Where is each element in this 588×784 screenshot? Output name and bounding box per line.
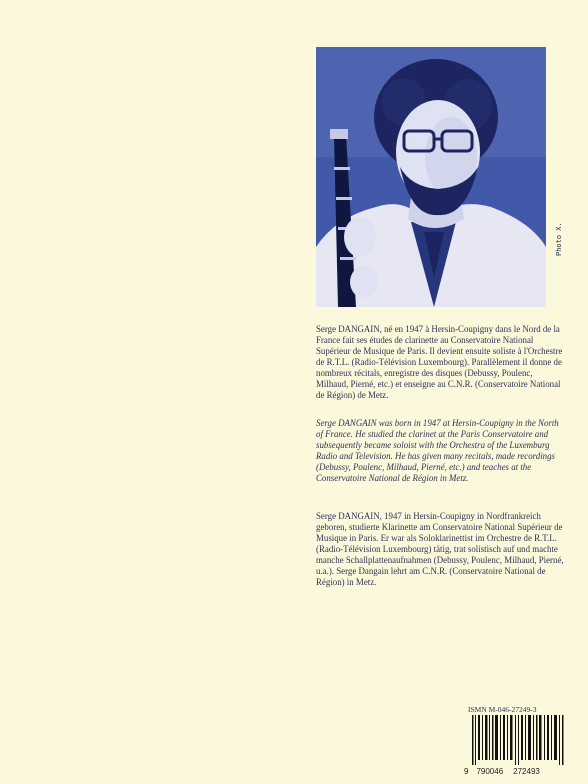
biography-french: Serge DANGAIN, né en 1947 à Hersin-Coupigny dans le Nord de la France fait ses études de clarinette au Conservatoire National Supérieur de Musique de Paris. Il devient ensuite soliste à l'Orchestre de R.T.L. (Radio-Télévision Luxembourg). Parallèlement il donne de nombreux récitals, enregistre des disques (Debussy, Poulenc, Milhaud, Pierné, etc.) et enseigne au C.N.R. (Conservatoire National de Région) de Metz.: [316, 324, 563, 400]
barcode-digit-group-2: 272493: [513, 767, 540, 776]
portrait-photo: [316, 47, 546, 307]
barcode-digit-group-1: 790046: [476, 767, 504, 776]
barcode-digits: [464, 767, 574, 776]
barcode-bars: [464, 715, 574, 765]
biography-german: Serge DANGAIN, 1947 in Hersin-Coupigny in Nordfrankreich geboren, studierte Klarinette am Conservatoire National Supérieur de Musique in Paris. Er war als Soloklarinettist im Orchestre de R.T.L. (Radio-Télévision Luxembourg) tätig, trat solistisch auf und machte manche Schallplattenaufnahmen (Debussy, Poulenc, Milhaud, Pierné, u.a.). Serge Dangain lehrt am C.N.R. (Conservatoire National de Région) in Metz.: [316, 511, 564, 587]
barcode: [464, 715, 574, 777]
biography-english: Serge DANGAIN was born in 1947 at Hersin-Coupigny in the North of France. He studied the clarinet at the Paris Conservatoire and subsequently became soloist with the Orchestra of the Luxemburg Radio and Television. He has given many recitals, made recordings (Debussy, Poulenc, Milhaud, Pierné, etc.) and teaches at the Conservatoire National de Région in Metz.: [316, 418, 559, 483]
portrait-image: [316, 47, 546, 307]
barcode-digit-lead: 9: [464, 767, 469, 776]
ismn-number: ISMN M-046-27249-3: [468, 705, 537, 714]
photo-credit: Photo X.: [555, 222, 563, 256]
